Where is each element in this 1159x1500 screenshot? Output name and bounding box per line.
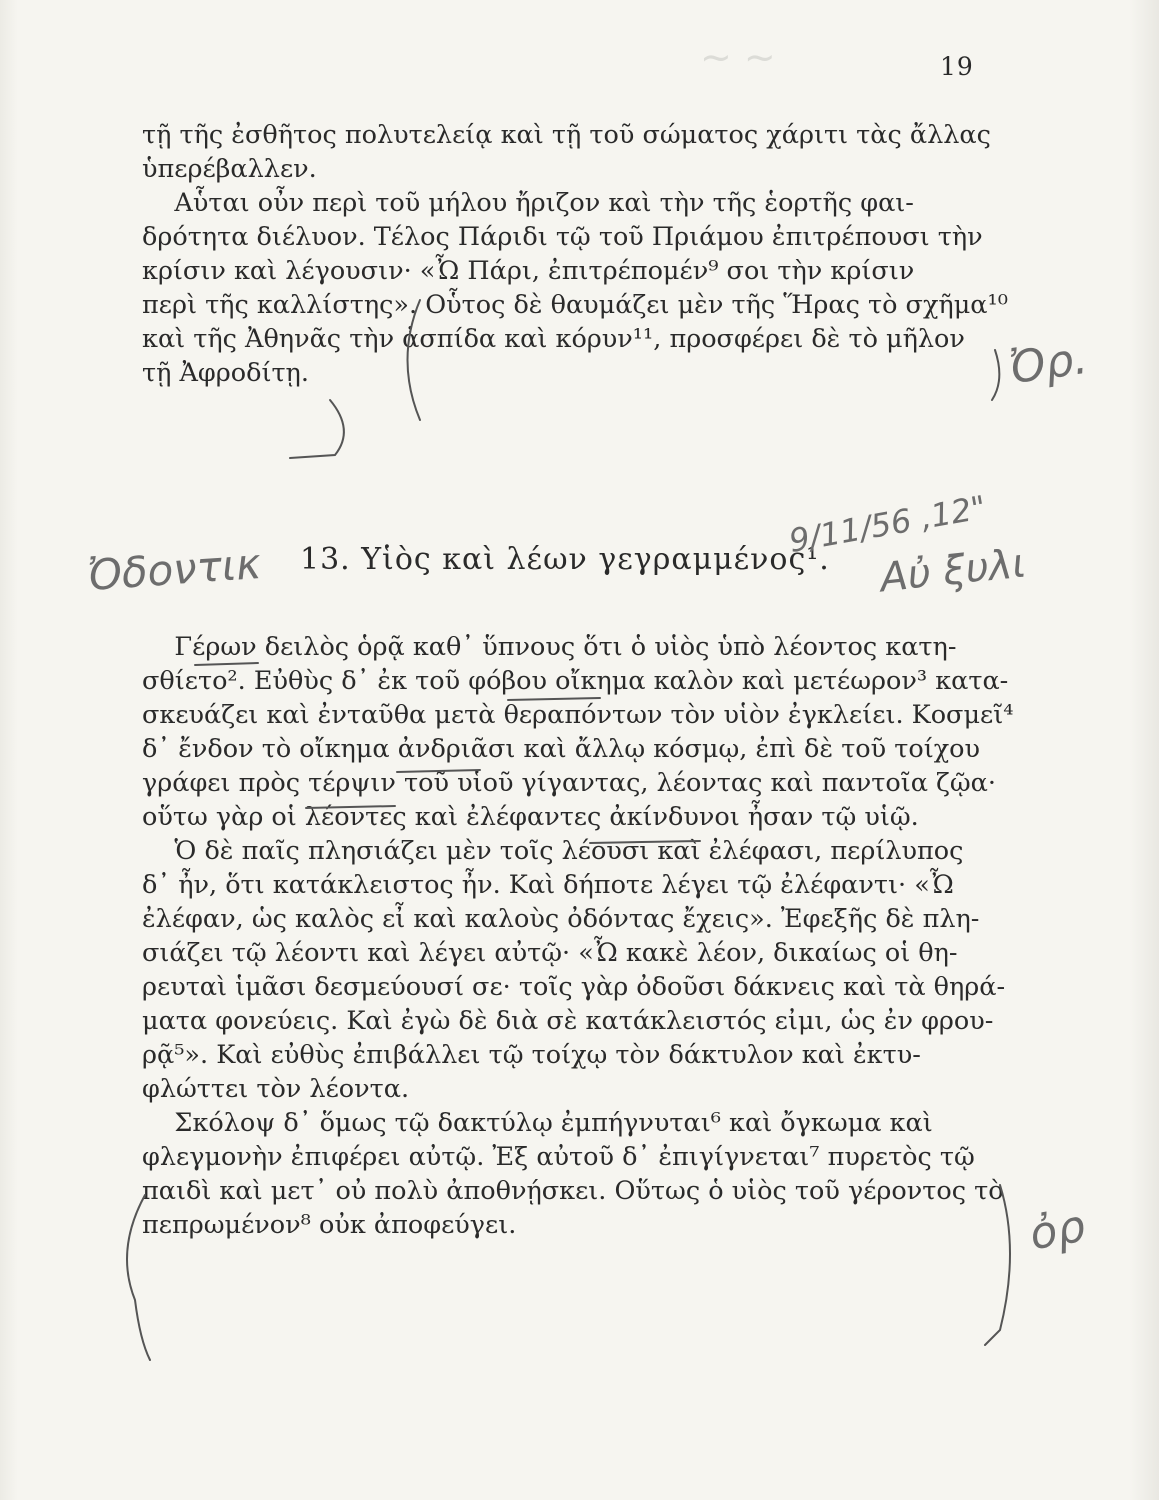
text-line: ἐλέφαν, ὡς καλὸς εἶ καὶ καλοὺς ὀδόντας ἔχεις». Ἐφεξῆς δὲ πλη- [142,904,980,934]
text-line: Αὗται οὖν περὶ τοῦ μήλου ἤριζον καὶ τὴν τῆς ἑορτῆς φαι- [142,188,914,218]
text-line: δ᾽ ἦν, ὅτι κατάκλειστος ἦν. Καὶ δήποτε λέγει τῷ ἐλέφαντι· «Ὦ [142,870,954,900]
bracket-left-lower [127,1195,150,1360]
text-line: περὶ τῆς καλλίστης». Οὗτος δὲ θαυμάζει μὲν τῆς Ἥρας τὸ σχῆμα¹⁰ [142,290,1008,320]
text-line: τῇ τῆς ἐσθῆτος πολυτελείᾳ καὶ τῇ τοῦ σώματος χάριτι τὰς ἄλλας [142,120,991,150]
text-line: ὑπερέβαλλεν. [142,154,317,184]
faint-bleed-through-top: ~ ~ [700,35,776,79]
bracket-right-lower [985,1185,1010,1345]
text-line: πεπρωμένον⁸ οὐκ ἀποφεύγει. [142,1210,517,1240]
text-line: οὕτω γὰρ οἱ λέοντες καὶ ἐλέφαντες ἀκίνδυνοι ἦσαν τῷ υἱῷ. [142,802,919,832]
text-line: φλώττει τὸν λέοντα. [142,1074,410,1104]
text-line: γράφει πρὸς τέρψιν τοῦ υἱοῦ γίγαντας, λέοντας καὶ παντοῖα ζῷα· [142,768,996,798]
arc-near-op [992,350,999,400]
text-line: ρευταὶ ἱμᾶσι δεσμεύουσί σε· τοῖς γὰρ ὀδοῦσι δάκνεις καὶ τὰ θηρά- [142,972,1006,1002]
text-line: κρίσιν καὶ λέγουσιν· «Ὦ Πάρι, ἐπιτρέπομέν⁹ σοι τὴν κρίσιν [142,256,915,286]
text-line: σιάζει τῷ λέοντι καὶ λέγει αὐτῷ· «Ὦ κακὲ λέον, δικαίως οἱ θη- [142,938,958,968]
handwritten-date-note: 9/11/56 ,12" [786,487,989,561]
text-line: Ὁ δὲ παῖς πλησιάζει μὲν τοῖς λέουσι καὶ ἐλέφασι, περίλυπος [142,836,964,866]
handwritten-note-right: Αὐ ξυλι [877,540,1028,602]
text-line: καὶ τῆς Ἀθηνᾶς τὴν ἀσπίδα καὶ κόρυν¹¹, προσφέρει δὲ τὸ μῆλον [142,324,965,354]
text-line: Σκόλοψ δ᾽ ὅμως τῷ δακτύλῳ ἐμπήγνυται⁶ καὶ ὄγκωμα καὶ [142,1108,933,1138]
text-line: ρᾷ⁵». Καὶ εὐθὺς ἐπιβάλλει τῷ τοίχῳ τὸν δάκτυλον καὶ ἐκτυ- [142,1040,921,1070]
text-line: δ᾽ ἔνδον τὸ οἴκημα ἀνδριᾶσι καὶ ἄλλῳ κόσμῳ, ἐπὶ δὲ τοῦ τοίχου [142,734,981,764]
text-line: σκευάζει καὶ ἐνταῦθα μετὰ θεραπόντων τὸν υἱὸν ἐγκλείει. Κοσμεῖ⁴ [142,700,1014,730]
underline-andriasi [397,770,480,772]
underline-oikema [508,698,600,700]
text-line: ματα φονεύεις. Καὶ ἐγὼ δὲ διὰ σὲ κατάκλειστός εἰμι, ὡς ἐν φρου- [142,1006,994,1036]
handwritten-margin-op-1: Ὀρ. [1006,332,1091,395]
bracket-open-upper [408,300,421,420]
underline-akindynoi [590,841,700,843]
section-title: 13. Υἱὸς καὶ λέων γεγραμμένος¹. [300,542,830,577]
text-line: παιδὶ καὶ μετ᾽ οὐ πολὺ ἀποθνῄσκει. Οὕτως ὁ υἱὸς τοῦ γέροντος τὸ [142,1176,1004,1206]
handwritten-margin-op-2: ὀρ [1025,1200,1089,1261]
underline-geron [195,663,258,665]
text-line: φλεγμονὴν ἐπιφέρει αὐτῷ. Ἐξ αὐτοῦ δ᾽ ἐπιγίγνεται⁷ πυρετὸς τῷ [142,1142,975,1172]
text-line: τῇ Ἀφροδίτῃ. [142,358,309,388]
page-number: 19 [940,52,974,81]
text-line: δρότητα διέλυον. Τέλος Πάριδι τῷ τοῦ Πριάμου ἐπιτρέπουσι τὴν [142,222,983,252]
bracket-close-upper [290,400,344,458]
text-line: Γέρων δειλὸς ὁρᾷ καθ᾽ ὕπνους ὅτι ὁ υἱὸς ὑπὸ λέοντος κατη- [142,632,957,662]
underline-terpsin [306,806,395,808]
handwritten-note-left: Ὀδοντικ [86,539,263,600]
text-line: σθίετο². Εὐθὺς δ᾽ ἐκ τοῦ φόβου οἴκημα καλὸν καὶ μετέωρον³ κατα- [142,666,1009,696]
